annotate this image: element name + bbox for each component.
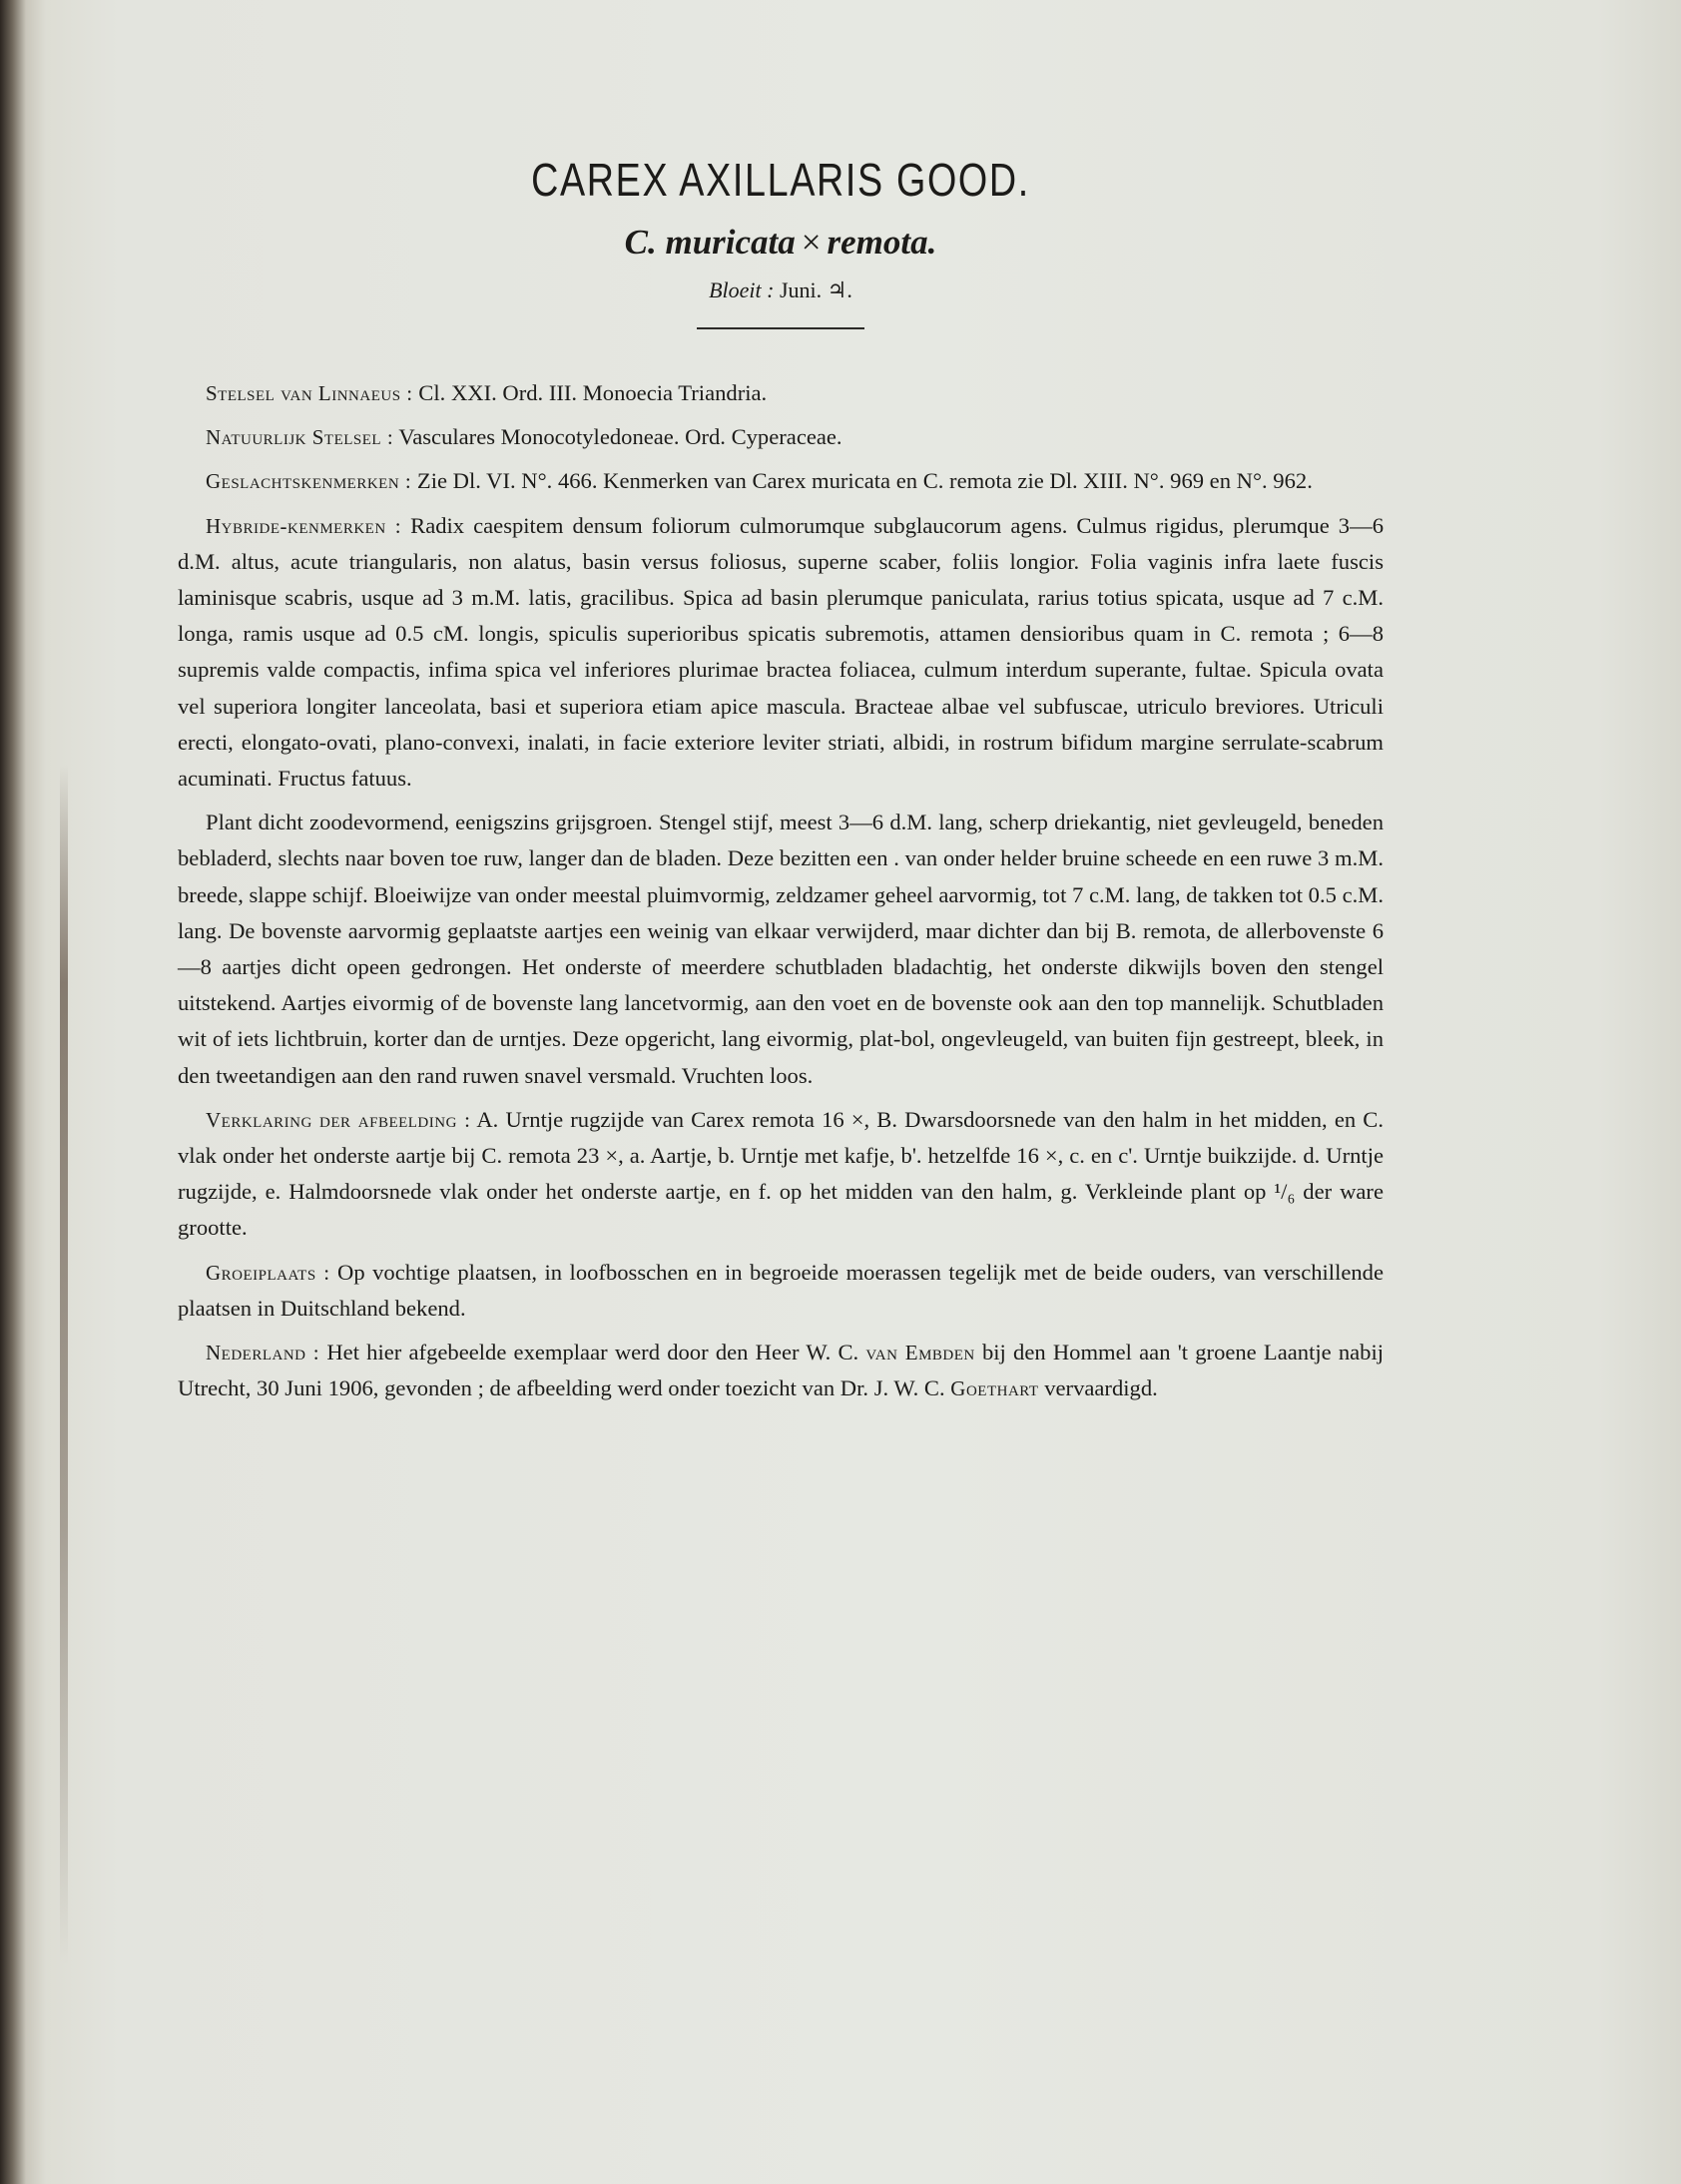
section-text: Op vochtige plaatsen, in loofbosschen en in begroeide moerassen tegelijk met de beide ouders, van verschillende plaatsen in Duitschland bekend. [178, 1259, 1384, 1321]
section-text: A. Urntje rugzijde van Carex remota 16 ×, B. Dwarsdoorsnede van den halm in het midden, en C. vlak onder het onderste aartje bij C. remota 23 ×, a. Aartje, b. Urntje met kafje, b'. hetzelfde 16 ×, c. en c'. Urntje buikzijde. d. Urntje rugzijde, e. Halmdoorsnede vlak onder het onderste aartje, en f. op het midden van den halm, g. Verkleinde plant op ¹/₆ der ware grootte. [178, 1106, 1384, 1241]
section-label: Groeiplaats : [206, 1260, 330, 1285]
title-divider [697, 327, 864, 329]
section-text: Radix caespitem densum foliorum culmorumque subglaucorum agens. Culmus rigidus, plerumque 3—6 d.M. altus, acute triangularis, non alatus, basin versus foliosus, superne scaber, foliis longior. Folia vaginis infra laete fuscis laminisque scabris, usque ad 3 m.M. latis, gracilibus. Spica ad basin plerumque paniculata, rarius totius spicata, usque ad 7 c.M. longa, ramis usque ad 0.5 cM. longis, spiculis superioribus spicatis subremotis, attamen densioribus quam in C. remota ; 6—8 supremis valde compactis, infima spica vel inferiores plurimae bractea foliacea, culmum interdum superante, fultae. Spicula ovata vel superiora longiter lanceolata, basi et superiora etiam apice mascula. Bracteae albae vel subfuscae, utriculo breviores. Utriculi erecti, elongato-ovati, plano-convexi, inalati, in facie exteriore leviter striati, albidi, in rostrum bifidum margine serrulate-scabrum acuminati. Fructus fatuus. [178, 512, 1384, 792]
section-figure-explanation [178, 1102, 1384, 1247]
section-label: Geslachtskenmerken : [206, 469, 412, 494]
section-text: Het hier afgebeelde exemplaar werd door den Heer W. C. [326, 1340, 859, 1365]
section-label: Nederland : [206, 1341, 320, 1365]
flowering-line [178, 275, 1384, 305]
cross-symbol: × [801, 223, 822, 262]
section-netherlands [178, 1335, 1384, 1406]
page-edge-bleed [60, 0, 68, 2184]
section-natural-system [178, 419, 1384, 455]
flowering-value: Juni. ♃. [779, 277, 852, 302]
section-text: Zie Dl. VI. N°. 466. Kenmerken van Carex muricata en C. remota zie Dl. XIII. N°. 969 en N°. 962. [416, 468, 1313, 494]
page-title: CAREX AXILLARIS GOOD. [531, 154, 1030, 206]
section-text: Plant dicht zoodevormend, eenigszins grijsgroen. Stengel stijf, meest 3—6 d.M. lang, scherp driekantig, niet gevleugeld, beneden bebladerd, slechts naar boven toe ruw, langer dan de bladen. Deze bezitten een . van onder helder bruine scheede en een ruwe 3 m.M. breede, slappe schijf. Bloeiwijze van onder meestal pluimvormig, zeldzamer geheel aarvormig, tot 7 c.M. lang, de takken tot 0.5 c.M. lang. De bovenste aarvormig geplaatste aartjes een weinig van elkaar verwijderd, maar dichter dan bij B. remota, de allerbovenste 6—8 aartjes dicht opeen gedrongen. Het onderste of meerdere schutbladen bladachtig, het onderste dikwijls boven den stengel uitstekend. Aartjes eivormig of de bovenste lang lancetvormig, aan den voet en de bovenste ook aan den top mannelijk. Schutbladen wit of iets lichtbruin, korter dan de urntjes. Deze opgericht, lang eivormig, plat-bol, ongevleugeld, van buiten fijn gestreept, bleek, in den tweetandigen aan den rand ruwen snavel versmald. Vruchten loos. [178, 810, 1384, 1088]
page-content [178, 150, 1384, 1414]
section-description [178, 805, 1384, 1094]
section-text: Vasculares Monocotyledoneae. Ord. Cyperaceae. [398, 424, 842, 450]
flowering-label: Bloeit : [709, 277, 775, 302]
section-genus-characters [178, 463, 1384, 499]
section-label: Verklaring der afbeelding : [206, 1107, 471, 1132]
section-hybrid-characters [178, 508, 1384, 798]
parent-a: C. muricata [624, 223, 796, 262]
section-label: Natuurlijk Stelsel : [206, 425, 394, 450]
section-text: bij den Hommel aan 't groene Laantje nabij Utrecht, 30 Juni 1906, gevonden ; de afbeelding werd onder toezicht van Dr. J. W. C. [178, 1340, 1385, 1401]
parent-b: remota. [827, 223, 937, 262]
section-text: Cl. XXI. Ord. III. Monoecia Triandria. [418, 380, 768, 405]
section-label: Stelsel van Linnaeus : [206, 381, 413, 405]
section-label: Hybride-kenmerken : [206, 513, 402, 538]
collector-name: van Embden [865, 1341, 975, 1365]
section-linnaeus [178, 375, 1384, 411]
section-habitat [178, 1255, 1384, 1327]
hybrid-formula [178, 220, 1384, 266]
section-text: vervaardigd. [1044, 1375, 1158, 1401]
supervisor-name: Goethart [950, 1376, 1039, 1401]
